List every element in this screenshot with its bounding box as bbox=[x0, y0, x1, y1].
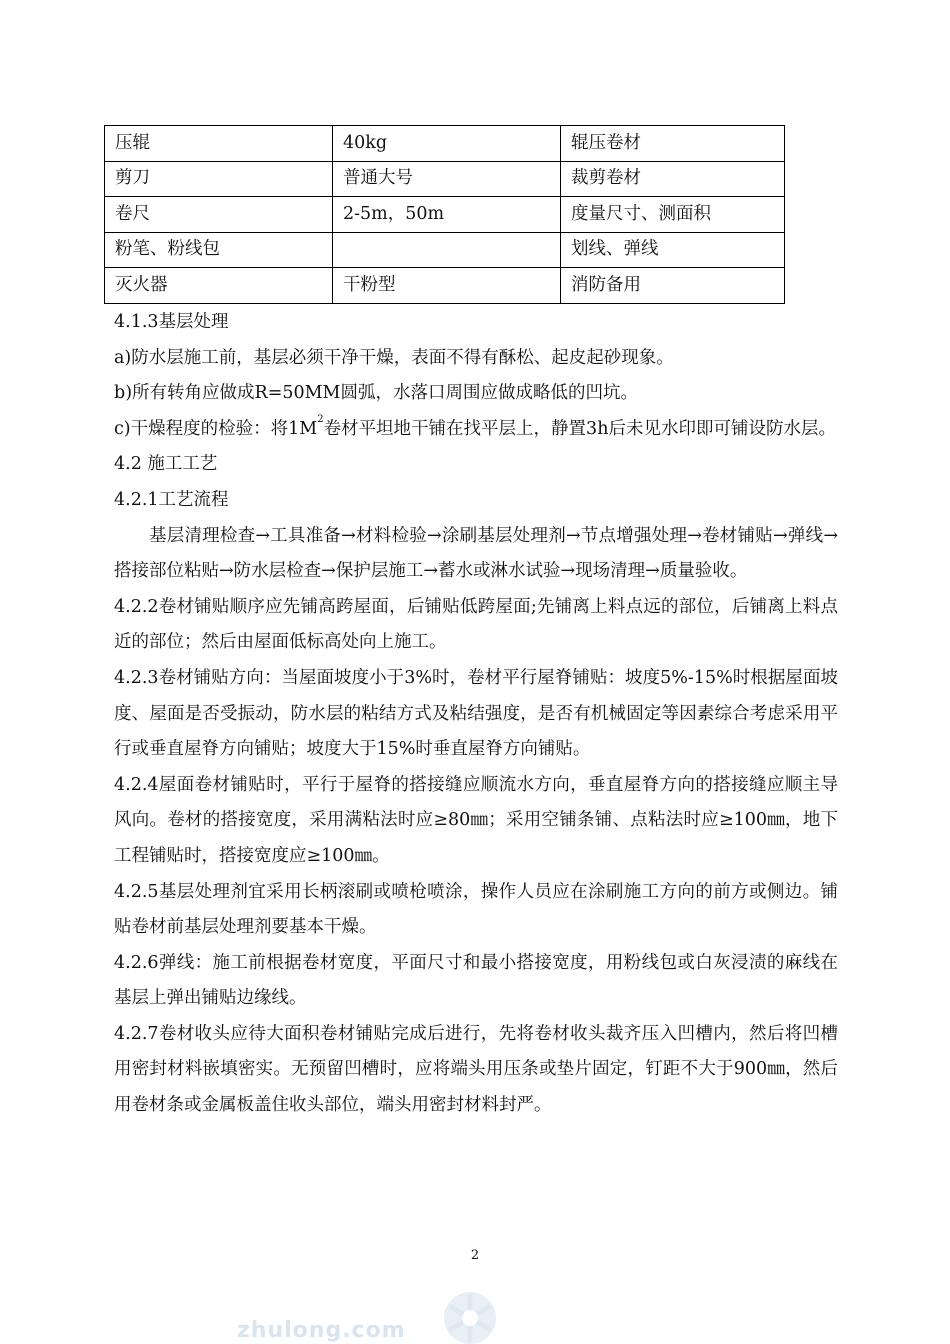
section-heading-4-2-1: 4.2.1工艺流程 bbox=[114, 489, 229, 510]
document-body bbox=[114, 305, 838, 1124]
table-cell: 划线、弹线 bbox=[561, 232, 785, 268]
paragraph-4-2-5: 4.2.5基层处理剂宜采用长柄滚刷或喷枪喷涂，操作人员应在涂刷施工方向的前方或侧边。铺贴卷材前基层处理剂要基本干燥。 bbox=[114, 881, 838, 938]
section-heading-4-1-3: 4.1.3基层处理 bbox=[114, 312, 229, 332]
table-row bbox=[105, 126, 785, 162]
paragraph-c-part2: 卷材平坦地干铺在找平层上，静置3h后未见水印即可铺设防水层。 bbox=[323, 418, 836, 439]
table-row bbox=[105, 161, 785, 197]
paragraph-c bbox=[114, 412, 838, 448]
table-cell: 普通大号 bbox=[333, 161, 561, 197]
table-cell: 40kg bbox=[333, 126, 561, 162]
table-row bbox=[105, 232, 785, 268]
paragraph-4-2-7: 4.2.7卷材收头应待大面积卷材铺贴完成后进行，先将卷材收头裁齐压入凹槽内，然后将凹槽用密封材料嵌填密实。无预留凹槽时，应将端头用压条或垫片固定，钉距不大于900㎜，然后用卷材条或金属板盖住收头部位，端头用密封材料封严。 bbox=[114, 1023, 838, 1116]
table-cell: 2-5m，50m bbox=[333, 197, 561, 233]
table-cell: 干粉型 bbox=[333, 268, 561, 304]
table-row bbox=[105, 268, 785, 304]
table-cell: 消防备用 bbox=[561, 268, 785, 304]
page-number: 2 bbox=[470, 1248, 480, 1263]
paragraph-4-2-4: 4.2.4屋面卷材铺贴时，平行于屋脊的搭接缝应顺流水方向，垂直屋脊方向的搭接缝应顺主导风向。卷材的搭接宽度，采用满粘法时应≥80㎜；采用空铺条铺、点粘法时应≥100㎜，地下工程铺贴时，搭接宽度应≥100㎜。 bbox=[114, 774, 838, 866]
table-cell: 裁剪卷材 bbox=[561, 161, 785, 197]
superscript: 2 bbox=[317, 413, 324, 425]
tools-table bbox=[104, 125, 785, 304]
table-cell: 卷尺 bbox=[105, 197, 333, 233]
paragraph-b: b)所有转角应做成R=50MM圆弧，水落口周围应做成略低的凹坑。 bbox=[114, 383, 638, 404]
table-cell: 粉笔、粉线包 bbox=[105, 232, 333, 268]
process-flow-paragraph: 基层清理检查→工具准备→材料检验→涂刷基层处理剂→节点增强处理→卷材铺贴→弹线→搭接部位粘贴→防水层检查→保护层施工→蓄水或淋水试验→现场清理→质量验收。 bbox=[114, 525, 838, 582]
snowflake-logo-icon bbox=[400, 1282, 540, 1344]
paragraph-4-2-2: 4.2.2卷材铺贴顺序应先铺高跨屋面，后铺贴低跨屋面;先铺离上料点远的部位，后铺离上料点近的部位；然后由屋面低标高处向上施工。 bbox=[114, 596, 838, 653]
table-cell: 压辊 bbox=[105, 126, 333, 162]
table-row bbox=[105, 197, 785, 233]
paragraph-a: a)防水层施工前，基层必须干净干燥，表面不得有酥松、起皮起砂现象。 bbox=[114, 347, 674, 368]
paragraph-4-2-6: 4.2.6弹线：施工前根据卷材宽度，平面尺寸和最小搭接宽度，用粉线包或白灰浸渍的麻线在基层上弹出铺贴边缘线。 bbox=[114, 952, 838, 1009]
paragraph-c-part1: c)干燥程度的检验：将1M bbox=[114, 418, 318, 439]
watermark-text: zhulong.com bbox=[237, 1318, 406, 1343]
table-cell bbox=[333, 232, 561, 268]
table-cell: 辊压卷材 bbox=[561, 126, 785, 162]
table-cell: 灭火器 bbox=[105, 268, 333, 304]
table-cell: 剪刀 bbox=[105, 161, 333, 197]
table-cell: 度量尺寸、测面积 bbox=[561, 197, 785, 233]
section-heading-4-2: 4.2 施工工艺 bbox=[114, 454, 218, 475]
paragraph-4-2-3: 4.2.3卷材铺贴方向：当屋面坡度小于3%时，卷材平行屋脊铺贴：坡度5%-15%时根据屋面坡度、屋面是否受振动，防水层的粘结方式及粘结强度，是否有机械固定等因素综合考虑采用平行或垂直屋脊方向铺贴；坡度大于15%时垂直屋脊方向铺贴。 bbox=[114, 667, 838, 760]
